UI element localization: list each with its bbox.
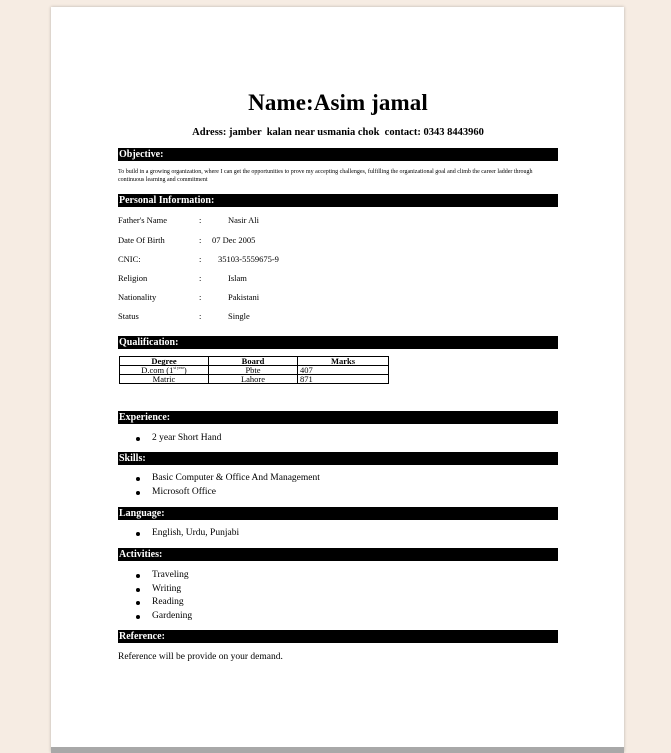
experience-list xyxy=(118,432,221,446)
activities-list xyxy=(118,569,192,623)
column-header-degree: Degree xyxy=(120,357,209,366)
list-item: Writing xyxy=(118,583,192,597)
board-cell: Lahore xyxy=(209,375,298,384)
list-item: Reading xyxy=(118,596,192,610)
info-label: Status xyxy=(118,311,139,321)
info-colon: : xyxy=(199,292,202,302)
info-colon: : xyxy=(199,215,202,225)
activities-header: Activities: xyxy=(118,548,558,561)
info-value: 07 Dec 2005 xyxy=(212,235,256,245)
marks-cell: 871 xyxy=(298,375,389,384)
experience-header: Experience: xyxy=(118,411,558,424)
info-label: Date Of Birth xyxy=(118,235,165,245)
list-item: Basic Computer & Office And Management xyxy=(118,472,320,486)
info-label: Religion xyxy=(118,273,148,283)
info-colon: : xyxy=(199,273,202,283)
info-value: Pakistani xyxy=(228,292,260,302)
info-row-date-of-birth xyxy=(118,235,418,246)
column-header-marks: Marks xyxy=(298,357,389,366)
qualification-header: Qualification: xyxy=(118,336,558,349)
info-row-status xyxy=(118,311,418,322)
info-row-cnic xyxy=(118,254,418,265)
info-label: Nationality xyxy=(118,292,157,302)
list-item: English, Urdu, Punjabi xyxy=(118,527,239,541)
degree-superscript: st year xyxy=(173,365,184,370)
info-value: Single xyxy=(228,311,250,321)
name-heading: Name:Asim jamal xyxy=(248,90,428,115)
info-colon: : xyxy=(199,311,202,321)
info-colon: : xyxy=(199,254,202,264)
document-page xyxy=(51,7,624,752)
marks-cell: 407 xyxy=(298,366,389,375)
list-item: 2 year Short Hand xyxy=(118,432,221,446)
skills-list xyxy=(118,472,320,499)
info-label: Father's Name xyxy=(118,215,167,225)
info-row-nationality xyxy=(118,292,418,303)
address-line: Adress: jamber kalan near usmania chok contact: 0343 8443960 xyxy=(192,127,484,138)
info-row-fathers-name xyxy=(118,215,418,226)
personal-info-header: Personal Information: xyxy=(118,194,558,207)
degree-text: D.com (1 xyxy=(141,365,174,375)
reference-header: Reference: xyxy=(118,630,558,643)
degree-close: ) xyxy=(183,365,187,375)
list-item: Gardening xyxy=(118,610,192,624)
qualification-table xyxy=(119,356,389,384)
board-cell: Pbte xyxy=(209,366,298,375)
info-colon: : xyxy=(199,235,202,245)
objective-text: To build in a growing organization, where I can get the opportunities to prove my accepting challenges, fulfilling the organizational goal and climb the career ladder through continuous learning and commitment xyxy=(118,169,533,183)
list-item: Traveling xyxy=(118,569,192,583)
page-bottom-edge xyxy=(51,747,624,753)
objective-header: Objective: xyxy=(118,148,558,161)
info-value: Nasir Ali xyxy=(228,215,259,225)
skills-header: Skills: xyxy=(118,452,558,465)
info-label: CNIC: xyxy=(118,254,141,264)
column-header-board: Board xyxy=(209,357,298,366)
info-value: 35103-5559675-9 xyxy=(218,254,279,264)
degree-cell: Matric xyxy=(120,375,209,384)
table-row xyxy=(120,375,389,384)
language-list xyxy=(118,527,239,541)
list-item: Microsoft Office xyxy=(118,486,320,500)
reference-text: Reference will be provide on your demand. xyxy=(118,652,283,662)
info-value: Islam xyxy=(228,273,247,283)
info-row-religion xyxy=(118,273,418,284)
language-header: Language: xyxy=(118,507,558,520)
